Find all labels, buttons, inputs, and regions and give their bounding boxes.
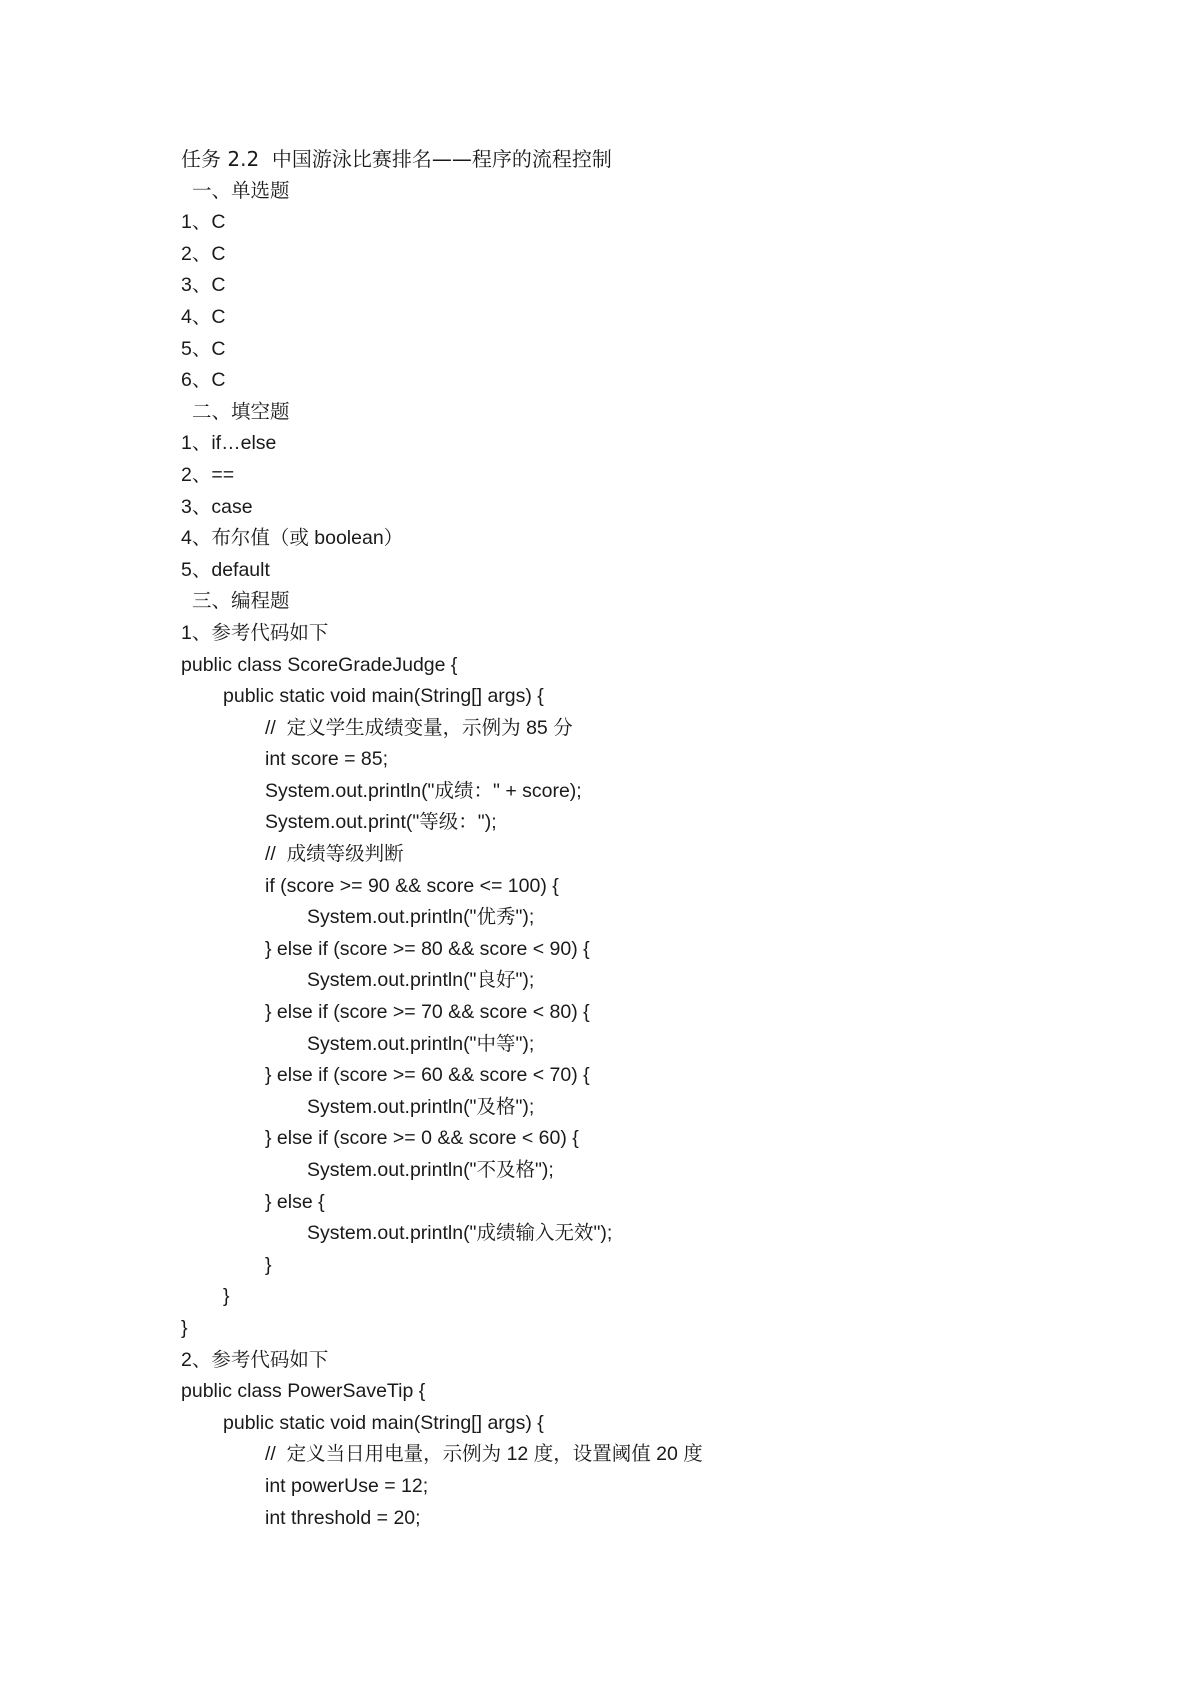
answer-line: 5、C	[181, 337, 226, 360]
code-line: System.out.println("良好");	[307, 969, 535, 992]
code-line: }	[181, 1316, 188, 1339]
code-line: System.out.println("中等");	[307, 1032, 535, 1055]
code-line: } else if (score >= 80 && score < 90) {	[265, 937, 590, 960]
answer-line: 3、case	[181, 495, 253, 518]
document-content	[181, 144, 1081, 1534]
code-line: public static void main(String[] args) {	[223, 1411, 544, 1434]
code-line: } else if (score >= 60 && score < 70) {	[265, 1064, 590, 1087]
question-label: 2、参考代码如下	[181, 1348, 329, 1371]
code-comment: // 定义学生成绩变量，示例为 85 分	[265, 716, 573, 739]
code-line: int score = 85;	[265, 748, 389, 771]
code-line: System.out.print("等级：");	[265, 811, 497, 834]
answer-line: 1、C	[181, 211, 226, 234]
code-block-power-save	[181, 1376, 1081, 1534]
answer-line: 2、C	[181, 242, 226, 265]
code-comment: // 定义当日用电量，示例为 12 度，设置阈值 20 度	[265, 1443, 703, 1466]
code-line: }	[265, 1253, 272, 1276]
code-line: public class ScoreGradeJudge {	[181, 653, 458, 676]
code-line: System.out.println("及格");	[307, 1095, 535, 1118]
answer-line: 6、C	[181, 369, 226, 392]
answer-line: 1、if…else	[181, 432, 277, 455]
code-line: } else {	[265, 1190, 325, 1213]
answer-line: 5、default	[181, 558, 270, 581]
answer-line: 3、C	[181, 274, 226, 297]
answer-line: 2、==	[181, 463, 235, 486]
code-line: System.out.println("成绩：" + score);	[265, 779, 582, 802]
code-line: System.out.println("不及格");	[307, 1159, 554, 1181]
code-line: if (score >= 90 && score <= 100) {	[265, 874, 559, 897]
answer-line: 4、布尔值（或 boolean）	[181, 527, 404, 550]
answer-line: 4、C	[181, 305, 226, 328]
code-line: int powerUse = 12;	[265, 1474, 429, 1497]
code-line: int threshold = 20;	[265, 1506, 421, 1529]
question-label: 1、参考代码如下	[181, 621, 329, 644]
code-line: }	[223, 1285, 230, 1308]
code-comment: // 成绩等级判断	[265, 843, 404, 866]
code-line: } else if (score >= 70 && score < 80) {	[265, 1001, 590, 1024]
code-block-score-grade	[181, 650, 1081, 1345]
section-heading-fill-blank: 二、填空题	[192, 400, 290, 423]
section-heading-programming: 三、编程题	[192, 590, 290, 613]
code-line: public class PowerSaveTip {	[181, 1380, 426, 1403]
code-line: System.out.println("优秀");	[307, 906, 535, 929]
section-heading-single-choice: 一、单选题	[192, 179, 290, 202]
document-title: 任务 2.2 中国游泳比赛排名——程序的流程控制	[181, 147, 612, 171]
code-line: } else if (score >= 0 && score < 60) {	[265, 1127, 579, 1150]
code-line: System.out.println("成绩输入无效");	[307, 1222, 613, 1245]
code-line: public static void main(String[] args) {	[223, 685, 544, 708]
